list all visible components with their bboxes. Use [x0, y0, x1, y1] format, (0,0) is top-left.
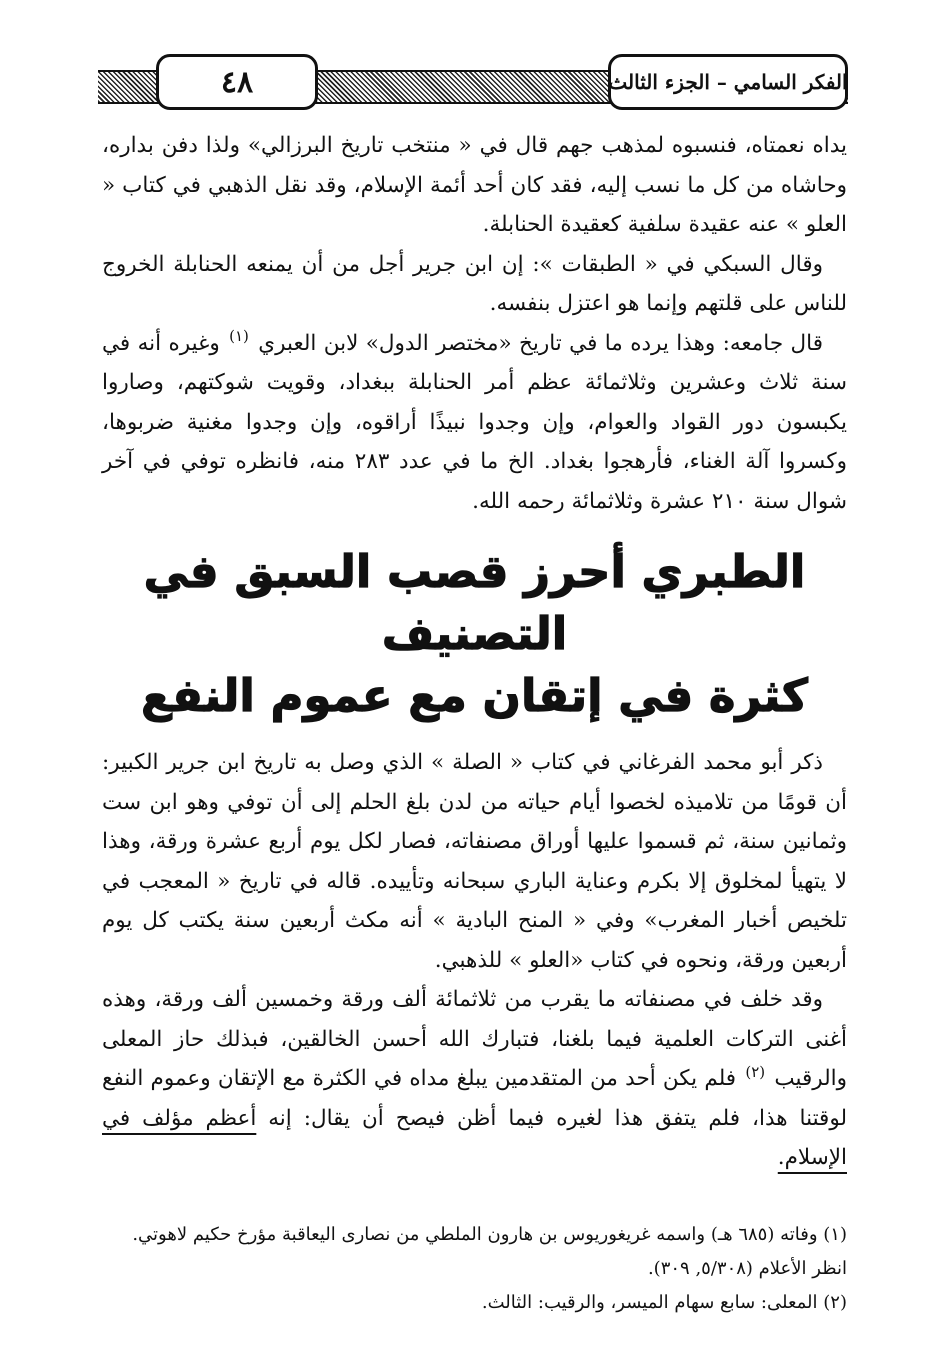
- paragraph-5: [102, 980, 847, 1178]
- section-heading-line-1: الطبري أحرز قصب السبق في التصنيف: [143, 545, 806, 660]
- paragraph-5-text-a: وقد خلف في مصنفاته ما يقرب من ثلاثمائة ألف ورقة وخمسين ألف ورقة، وهذه أغنى التركات العلمية فيما بلغنا، فتبارك الله أحسن الخالقين، فبذلك حاز المعلى والرقيب: [102, 987, 847, 1091]
- paragraph-2: وقال السبكي في « الطبقات »: إن ابن جرير أجل من أن يمنعه الحنابلة الخروج للناس على قلتهم وإنما هو اعتزل بنفسه.: [102, 251, 847, 316]
- section-heading-line-2: كثرة في إتقان مع عموم النفع: [141, 669, 808, 722]
- footnote-ref-1: (١): [229, 327, 249, 346]
- running-title: الفكر السامي – الجزء الثالث: [608, 54, 848, 110]
- paragraph-4: ذكر أبو محمد الفرغاني في كتاب « الصلة » الذي وصل به تاريخ ابن جرير الكبير: أن قومًا من تلاميذه لخصوا أيام حياته من لدن بلغ الحلم إلى أن توفي وهو ابن ست وثمانين سنة، ثم قسموا عليها أوراق مصنفاته، فصار لكل يوم أربع عشرة ورقة، وهذا لا يتهيأ لمخلوق إلا بكرم وعناية الباري سبحانه وتأييده. قاله في تاريخ « المعجب في تلخيص أخبار المغرب» وفي « المنح البادية » أنه مكث أربعين سنة يكتب كل يوم أربعين ورقة، ونحوه في كتاب «العلو » للذهبي.: [102, 750, 847, 973]
- paragraph-5-text-b: فلم يكن أحد من المتقدمين يبلغ مداه في الكثرة مع الإتقان وعموم النفع لوقتنا هذا، فلم يتفق هذا لغيره فيما أظن فيصح أن يقال: إنه: [102, 1066, 847, 1131]
- section-heading: [102, 541, 847, 727]
- paragraph-1: يداه نعمتاه، فنسبوه لمذهب جهم قال في « منتخب تاريخ البرزالي» ولذا دفن بداره، وحاشاه من كل ما نسب إليه، فقد كان أحد أئمة الإسلام، وقد نقل الذهبي في كتاب « العلو » عنه عقيدة سلفية كعقيدة الحنابلة.: [102, 133, 847, 237]
- page-number: ٤٨: [156, 54, 318, 110]
- paragraph-3-text-a: قال جامعه: وهذا يرده ما في تاريخ «مختصر الدول» لابن العبري: [258, 330, 823, 356]
- paragraph-3-text-b: وغيره أنه في سنة ثلاث وعشرين وثلاثمائة عظم أمر الحنابلة ببغداد، وقويت شوكتهم، وصاروا يكبسون دور القواد والعوام، وإن وجدوا نبيذًا أراقوه، وإن وجدوا مغنية ضربوها، وكسروا آلة الغناء، فأرهجوا بغداد. الخ ما في عدد ٢٨٣ منه، فانظره توفي في آخر شوال سنة ٢١٠ عشرة وثلاثمائة رحمه الله.: [102, 330, 847, 514]
- footnote-2: (٢) المعلى: سابع سهام الميسر، والرقيب: الثالث.: [481, 1292, 847, 1313]
- paragraph-5-ending: أعظم مؤلف في الإسلام.: [102, 1105, 847, 1170]
- footnote-ref-2: (٢): [745, 1062, 766, 1081]
- footnotes: [102, 1218, 847, 1320]
- paragraph-3: [102, 324, 847, 522]
- main-text: [102, 126, 847, 1178]
- footnote-1: (١) وفاته (٦٨٥ هـ) واسمه غريغوريوس بن هارون الملطي من نصارى اليعاقبة مؤرخ حكيم لاهوتي. انظر الأعلام (٥/٣٠٨, ٣٠٩).: [132, 1224, 847, 1279]
- page-header: [98, 52, 848, 122]
